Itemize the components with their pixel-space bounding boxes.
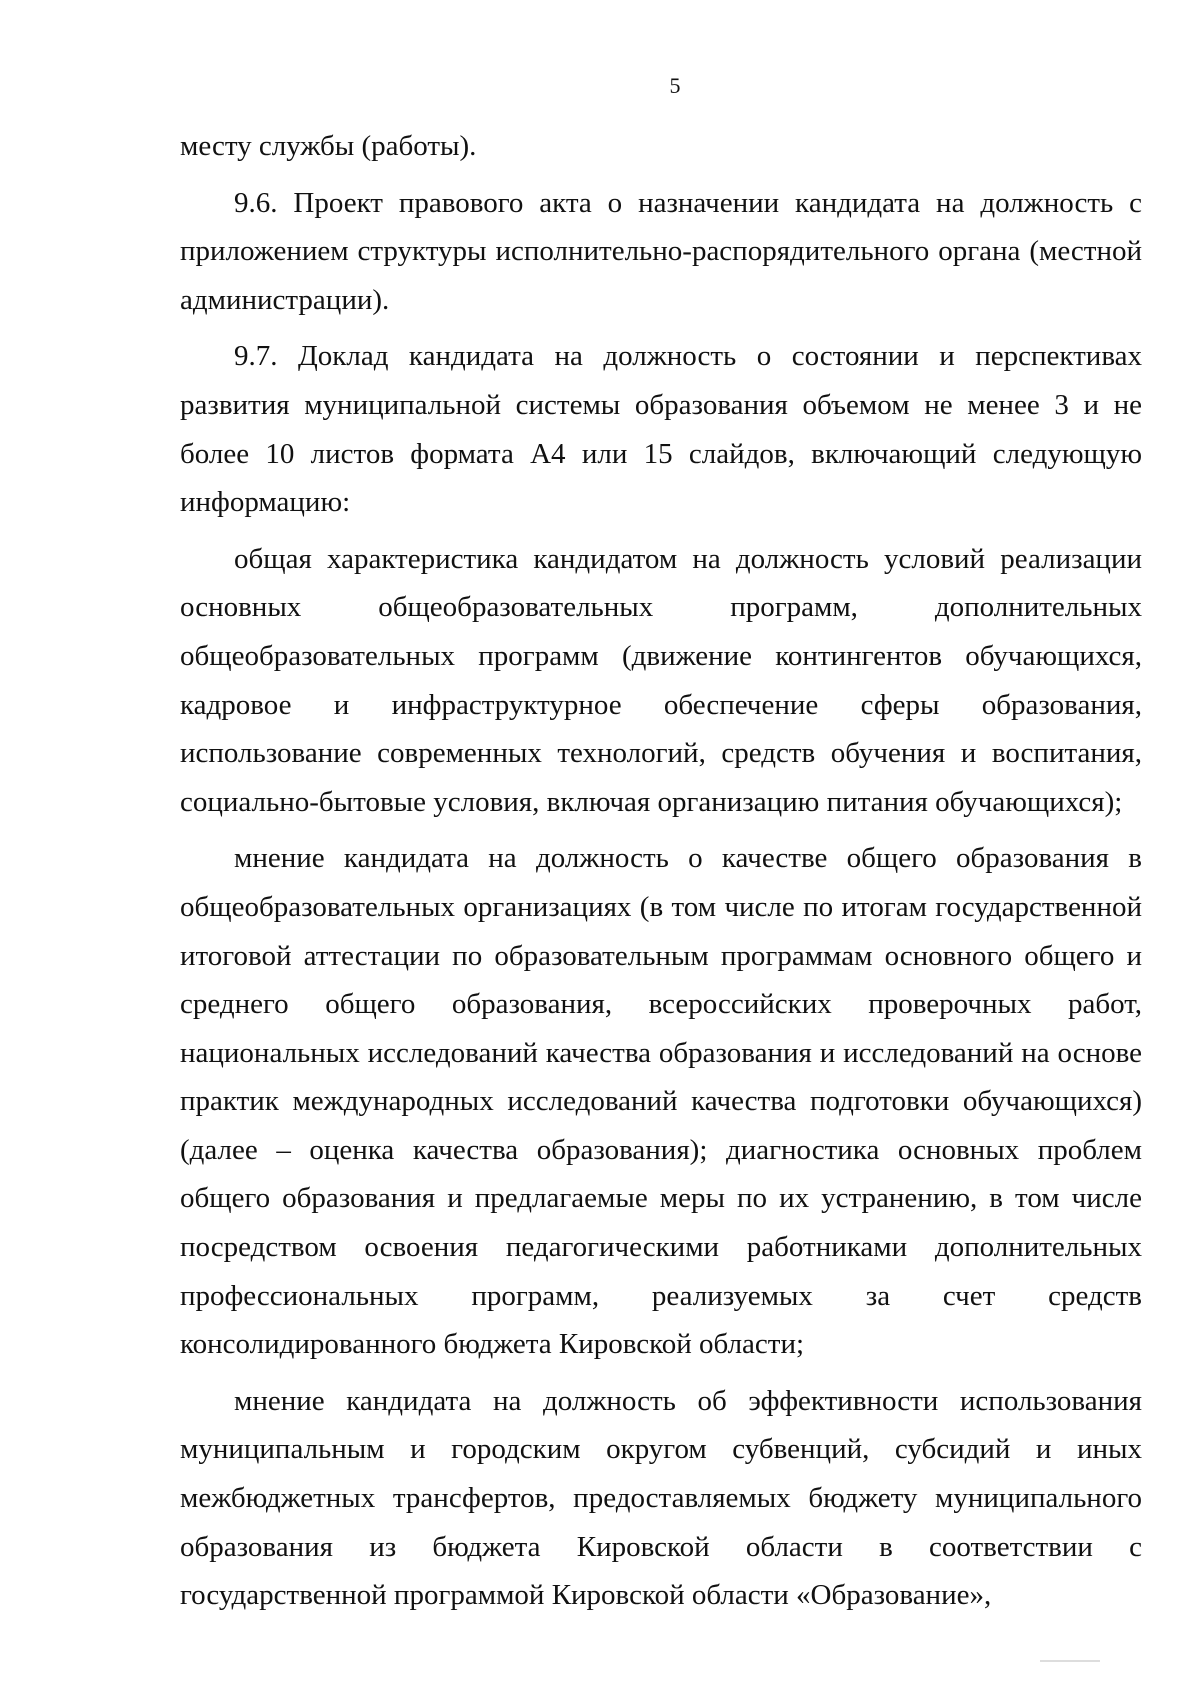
paragraph-transfer-efficiency: мнение кандидата на должность об эффективности использования муниципальным и городским округом субвенций, субсидий и иных межбюджетных трансфертов, предоставляемых бюджету муниципального образования из бюджета Кировской области в соответствии с государственной программой Кировской области «Образование», [180, 1384, 1142, 1612]
page-number: 5 [669, 73, 681, 98]
paragraph-9-6: 9.6. Проект правового акта о назначении кандидата на должность с приложением структуры исполнительно-распорядительного органа (местной администрации). [180, 186, 1142, 316]
scan-artifact [1040, 1660, 1100, 1662]
paragraph-9-7: 9.7. Доклад кандидата на должность о состоянии и перспективах развития муниципальной системы образования объемом не менее 3 и не более 10 листов формата А4 или 15 слайдов, включающий следующую информацию: [180, 340, 1142, 519]
document-body [180, 122, 1142, 1620]
paragraph-education-quality: мнение кандидата на должность о качестве общего образования в общеобразовательных организациях (в том числе по итогам государственной итоговой аттестации по образовательным программам основного общего и среднего общего образования, всероссийских проверочных работ, национальных исследований качества образования и исследований на основе практик международных исследований качества подготовки обучающихся) (далее – оценка качества образования); диагностика основных проблем общего образования и предлагаемые меры по их устранению, в том числе посредством освоения педагогическими работниками дополнительных профессиональных программ, реализуемых за счет средств консолидированного бюджета Кировской области; [180, 842, 1142, 1361]
paragraph-continuation: месту службы (работы). [180, 130, 477, 162]
paragraph-general-characteristics: общая характеристика кандидатом на должность условий реализации основных общеобразовательных программ, дополнительных общеобразовательных программ (движение контингентов обучающихся, кадровое и инфраструктурное обеспечение сферы образования, использование современных технологий, средств обучения и воспитания, социально-бытовые условия, включая организацию питания обучающихся); [180, 542, 1142, 818]
